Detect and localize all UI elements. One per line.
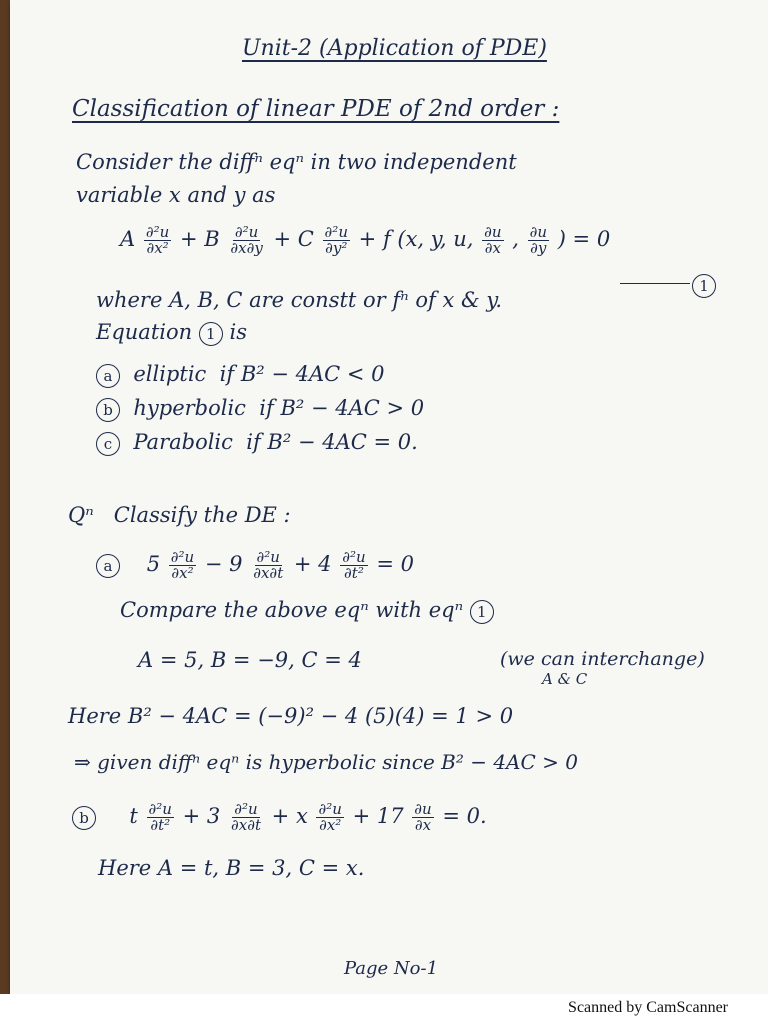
coefficients-a: A = 5, B = −9, C = 4 [138, 648, 362, 672]
intro-line-2: variable x and y as [76, 183, 276, 207]
question-line: Qⁿ Classify the DE : [68, 503, 291, 527]
eq1-A: A [120, 227, 136, 251]
where-line-1: where A, B, C are constt or fⁿ of x & y. [96, 288, 503, 312]
compare-line: Compare the above eqⁿ with eqⁿ 1 [120, 600, 494, 624]
eq1-underline [620, 283, 690, 284]
eq1-equals-zero: ) = 0 [557, 227, 611, 251]
eq1-label: 1 [692, 274, 716, 298]
interchange-sub: A & C [542, 670, 588, 688]
page-number: Page No-1 [344, 958, 439, 979]
discriminant-a: Here B² − 4AC = (−9)² − 4 (5)(4) = 1 > 0 [68, 704, 514, 728]
intro-line-1: Consider the diffⁿ eqⁿ in two independent [76, 150, 517, 174]
conclusion-a: ⇒ given diffⁿ eqⁿ is hyperbolic since B² − 4AC > 0 [74, 750, 579, 774]
eq1-term-ux: $\frac{\partial u}{\partial x}$ [484, 223, 502, 257]
eq1-term-xx: $\frac{\text{∂²u}}{\text{∂x²}}$ [145, 223, 170, 257]
scanner-watermark: Scanned by CamScanner [568, 999, 728, 1016]
where-line-2: Equation 1 is [96, 320, 248, 344]
section-heading: Classification of linear PDE of 2nd order : [72, 96, 560, 122]
coefficients-b: Here A = t, B = 3, C = x. [98, 856, 365, 880]
eq1-plus-C: + C [273, 227, 314, 251]
eq1-term-uy: $\frac{\partial u}{\partial y}$ [529, 223, 547, 257]
eq1-plus-B: + B [179, 227, 220, 251]
question-b-equation: b t $\frac{\text{∂²u}}{\text{∂t²}}$ + 3 $\frac{\text{∂²u}}{\partial x\partial t}$ + x $\frac{\text{∂²u}}{\text{∂x²}}$ + 17 $\frac{\partial u}{\partial x}$ = 0. [72, 802, 487, 833]
equation-1 [120, 225, 610, 256]
eq1-f-prefix: + f (x, y, u, [358, 227, 474, 251]
case-hyperbolic: b hyperbolic if B² − 4AC > 0 [96, 398, 424, 422]
eq1-comma: , [512, 227, 519, 251]
case-elliptic: a elliptic if B² − 4AC < 0 [96, 364, 385, 388]
notebook-page [10, 0, 768, 994]
eq1-term-xy: $\frac{\text{∂²u}}{\partial x\partial y}$ [230, 223, 263, 257]
case-parabolic: c Parabolic if B² − 4AC = 0. [96, 432, 418, 456]
question-a-equation: a 5 $\frac{\text{∂²u}}{\text{∂x²}}$ − 9 $\frac{\text{∂²u}}{\partial x\partial t}$ + 4 $\frac{\text{∂²u}}{\text{∂t²}}$ = 0 [96, 550, 414, 581]
interchange-note: (we can interchange) [500, 648, 705, 670]
page-title: Unit-2 (Application of PDE) [242, 36, 547, 61]
eq1-term-yy: $\frac{\text{∂²u}}{\text{∂y²}}$ [324, 223, 348, 257]
where-eq-label: 1 [199, 322, 223, 346]
